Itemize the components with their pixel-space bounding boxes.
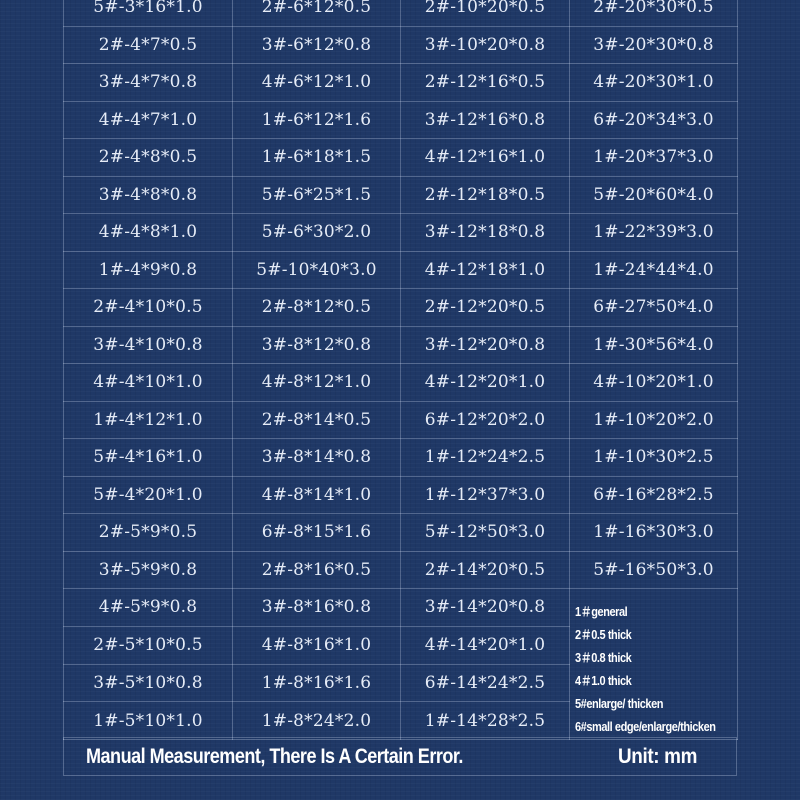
table-row: [64, 401, 738, 439]
table-row: [64, 0, 738, 26]
size-cell: 1#-4*12*1.0: [64, 401, 233, 439]
size-cell: 3#-8*14*0.8: [233, 439, 401, 477]
size-cell: 2#-14*20*0.5: [401, 551, 570, 589]
size-cell: 5#-6*25*1.5: [233, 176, 401, 214]
table-row: [64, 139, 738, 177]
size-cell: 1#-6*18*1.5: [233, 139, 401, 177]
size-cell: 2#-5*10*0.5: [64, 626, 233, 664]
size-cell: 3#-12*20*0.8: [401, 326, 570, 364]
size-cell: 4#-8*16*1.0: [233, 626, 401, 664]
size-cell: 3#-8*16*0.8: [233, 589, 401, 627]
size-table-body: [64, 0, 738, 740]
size-cell: 3#-4*8*0.8: [64, 176, 233, 214]
size-cell: 3#-4*7*0.8: [64, 64, 233, 102]
size-table: [63, 0, 738, 740]
table-row: [64, 64, 738, 102]
size-cell: 1#-4*9*0.8: [64, 251, 233, 289]
size-chart-sheet: [63, 0, 737, 800]
unit-label: Unit: mm: [618, 745, 698, 768]
size-cell: 1#-24*44*4.0: [570, 251, 738, 289]
size-cell: 3#-12*18*0.8: [401, 214, 570, 252]
size-cell: 2#-12*20*0.5: [401, 289, 570, 327]
size-cell: 4#-4*10*1.0: [64, 364, 233, 402]
size-cell: 4#-5*9*0.8: [64, 589, 233, 627]
size-cell: 1#-22*39*3.0: [570, 214, 738, 252]
size-cell: 2#-6*12*0.5: [233, 0, 401, 26]
size-cell: 1#-8*16*1.6: [233, 664, 401, 702]
size-cell: 3#-6*12*0.8: [233, 26, 401, 64]
size-cell: 1#-20*37*3.0: [570, 139, 738, 177]
size-cell: 4#-6*12*1.0: [233, 64, 401, 102]
size-cell: 2#-8*14*0.5: [233, 401, 401, 439]
legend-item: 2＃0.5 thick: [575, 628, 632, 642]
table-row: [64, 439, 738, 477]
legend-cell: [570, 589, 738, 740]
size-cell: 3#-12*16*0.8: [401, 101, 570, 139]
legend-item: 5#enlarge/ thicken: [575, 697, 664, 711]
size-cell: 1#-6*12*1.6: [233, 101, 401, 139]
size-cell: 6#-8*15*1.6: [233, 514, 401, 552]
size-cell: 6#-16*28*2.5: [570, 476, 738, 514]
size-cell: 2#-10*20*0.5: [401, 0, 570, 26]
table-row: [64, 101, 738, 139]
size-cell: 6#-27*50*4.0: [570, 289, 738, 327]
size-cell: 5#-4*16*1.0: [64, 439, 233, 477]
size-cell: 4#-20*30*1.0: [570, 64, 738, 102]
size-cell: 1#-12*24*2.5: [401, 439, 570, 477]
size-cell: 4#-14*20*1.0: [401, 626, 570, 664]
size-cell: 5#-16*50*3.0: [570, 551, 738, 589]
size-cell: 6#-12*20*2.0: [401, 401, 570, 439]
size-cell: 4#-12*18*1.0: [401, 251, 570, 289]
size-cell: 6#-14*24*2.5: [401, 664, 570, 702]
table-row: [64, 176, 738, 214]
size-cell: 2#-5*9*0.5: [64, 514, 233, 552]
size-cell: 1#-14*28*2.5: [401, 702, 570, 740]
size-cell: 2#-4*7*0.5: [64, 26, 233, 64]
size-cell: 3#-10*20*0.8: [401, 26, 570, 64]
size-cell: 5#-10*40*3.0: [233, 251, 401, 289]
size-cell: 1#-16*30*3.0: [570, 514, 738, 552]
size-cell: 2#-4*10*0.5: [64, 289, 233, 327]
size-cell: 4#-8*14*1.0: [233, 476, 401, 514]
size-cell: 5#-3*16*1.0: [64, 0, 233, 26]
size-cell: 3#-5*9*0.8: [64, 551, 233, 589]
size-cell: 4#-10*20*1.0: [570, 364, 738, 402]
legend-item: 6#small edge/enlarge/thicken: [575, 720, 716, 734]
size-cell: 1#-8*24*2.0: [233, 702, 401, 740]
size-cell: 4#-12*16*1.0: [401, 139, 570, 177]
size-cell: 4#-4*7*1.0: [64, 101, 233, 139]
table-row: [64, 551, 738, 589]
legend-item: 3＃0.8 thick: [575, 651, 632, 665]
size-cell: 5#-12*50*3.0: [401, 514, 570, 552]
table-row: [64, 589, 738, 627]
size-cell: 2#-8*16*0.5: [233, 551, 401, 589]
size-cell: 2#-12*18*0.5: [401, 176, 570, 214]
table-row: [64, 214, 738, 252]
table-row: [64, 326, 738, 364]
size-cell: 5#-20*60*4.0: [570, 176, 738, 214]
size-cell: 1#-10*20*2.0: [570, 401, 738, 439]
size-cell: 1#-12*37*3.0: [401, 476, 570, 514]
size-cell: 4#-8*12*1.0: [233, 364, 401, 402]
size-cell: 2#-8*12*0.5: [233, 289, 401, 327]
size-cell: 4#-12*20*1.0: [401, 364, 570, 402]
size-cell: 3#-8*12*0.8: [233, 326, 401, 364]
table-row: [64, 251, 738, 289]
measurement-note: Manual Measurement, There Is A Certain Error.: [86, 745, 463, 768]
size-cell: 5#-4*20*1.0: [64, 476, 233, 514]
table-row: [64, 514, 738, 552]
size-cell: 3#-5*10*0.8: [64, 664, 233, 702]
size-cell: 2#-20*30*0.5: [570, 0, 738, 26]
size-cell: 2#-4*8*0.5: [64, 139, 233, 177]
size-cell: 6#-20*34*3.0: [570, 101, 738, 139]
table-row: [64, 476, 738, 514]
size-cell: 4#-4*8*1.0: [64, 214, 233, 252]
size-cell: 3#-14*20*0.8: [401, 589, 570, 627]
size-cell: 3#-4*10*0.8: [64, 326, 233, 364]
size-cell: 1#-10*30*2.5: [570, 439, 738, 477]
table-row: [64, 289, 738, 327]
footer-bar: [63, 737, 737, 776]
size-cell: 1#-5*10*1.0: [64, 702, 233, 740]
legend-item: 1＃general: [575, 605, 628, 619]
table-row: [64, 364, 738, 402]
legend-item: 4＃1.0 thick: [575, 674, 632, 688]
size-cell: 2#-12*16*0.5: [401, 64, 570, 102]
size-cell: 5#-6*30*2.0: [233, 214, 401, 252]
size-cell: 1#-30*56*4.0: [570, 326, 738, 364]
size-cell: 3#-20*30*0.8: [570, 26, 738, 64]
table-row: [64, 26, 738, 64]
